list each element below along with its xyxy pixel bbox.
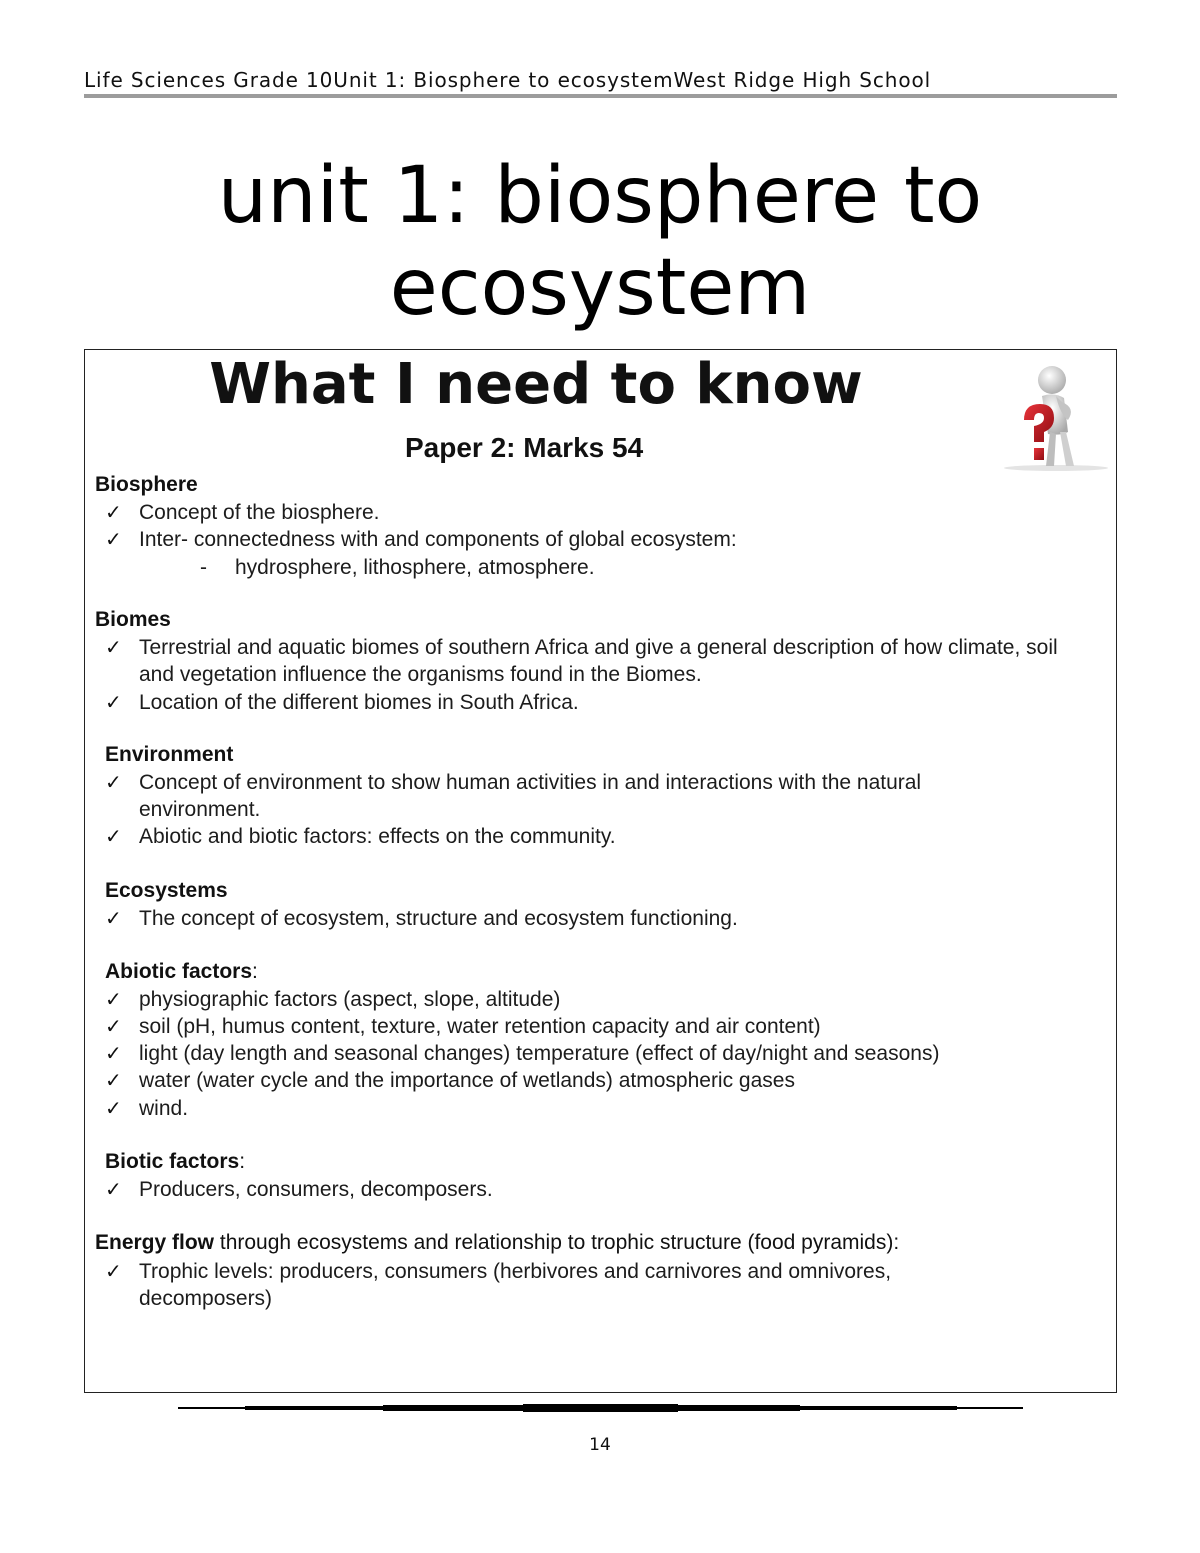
- section-title-biosphere: Biosphere: [95, 473, 198, 496]
- thinking-person-image: [990, 362, 1110, 474]
- section-title-biomes: Biomes: [95, 608, 171, 631]
- list-item: ✓ Abiotic and biotic factors: effects on the community.: [105, 824, 616, 848]
- checkmark-icon: ✓: [105, 500, 122, 524]
- section-title-ecosystems: Ecosystems: [105, 879, 228, 902]
- list-item: ✓ Inter- connectedness with and components of global ecosystem:: [105, 527, 737, 551]
- checkmark-icon: ✓: [105, 635, 122, 659]
- section-title-biotic: Biotic factors:: [105, 1150, 246, 1173]
- checkmark-icon: ✓: [105, 1068, 122, 1092]
- checkmark-icon: ✓: [105, 1041, 122, 1065]
- section-title-environment: Environment: [105, 743, 234, 766]
- box-heading: What I need to know: [209, 352, 863, 417]
- checkmark-icon: ✓: [105, 690, 122, 714]
- checkmark-icon: ✓: [105, 987, 122, 1011]
- list-item: ✓ Terrestrial and aquatic biomes of southern Africa and give a general description of how climate, soil and vegetation influence the organisms found in the Biomes.: [105, 635, 1058, 686]
- sub-list-item: - hydrosphere, lithosphere, atmosphere.: [200, 556, 595, 579]
- list-item: ✓ water (water cycle and the importance of wetlands) atmospheric gases: [105, 1068, 795, 1092]
- unit-title: [0, 150, 1200, 334]
- checkmark-icon: ✓: [105, 770, 122, 794]
- list-item: ✓ Producers, consumers, decomposers.: [105, 1177, 493, 1201]
- list-item: ✓ Concept of the biosphere.: [105, 500, 380, 524]
- checkmark-icon: ✓: [105, 527, 122, 551]
- dash-bullet: -: [200, 556, 207, 579]
- unit-title-line-1: unit 1: biosphere to: [217, 151, 983, 241]
- list-item: ✓ Location of the different biomes in South Africa.: [105, 690, 579, 714]
- list-item: ✓ The concept of ecosystem, structure and ecosystem functioning.: [105, 906, 738, 930]
- list-item: ✓ physiographic factors (aspect, slope, altitude): [105, 987, 561, 1011]
- list-item: ✓ Concept of environment to show human activities in and interactions with the natural environment.: [105, 770, 922, 821]
- section-title-abiotic: Abiotic factors:: [105, 960, 258, 983]
- page-header: Life Sciences Grade 10Unit 1: Biosphere to ecosystemWest Ridge High School: [84, 68, 932, 92]
- checkmark-icon: ✓: [105, 1096, 122, 1120]
- list-item: ✓ light (day length and seasonal changes) temperature (effect of day/night and seasons): [105, 1041, 940, 1065]
- list-item: ✓ wind.: [105, 1096, 189, 1120]
- list-item: ✓ soil (pH, humus content, texture, water retention capacity and air content): [105, 1014, 821, 1038]
- page-number: 14: [589, 1435, 611, 1455]
- checkmark-icon: ✓: [105, 1259, 122, 1283]
- unit-title-line-2: ecosystem: [389, 243, 811, 333]
- checkmark-icon: ✓: [105, 824, 122, 848]
- header-divider: [84, 94, 1117, 98]
- checkmark-icon: ✓: [105, 1014, 122, 1038]
- section-title-energy-flow: Energy flow through ecosystems and relationship to trophic structure (food pyramids):: [95, 1231, 900, 1254]
- checkmark-icon: ✓: [105, 1177, 122, 1201]
- checkmark-icon: ✓: [105, 906, 122, 930]
- paper-marks: Paper 2: Marks 54: [405, 432, 644, 463]
- list-item: ✓ Trophic levels: producers, consumers (herbivores and carnivores and omnivores, decomposers): [105, 1259, 892, 1310]
